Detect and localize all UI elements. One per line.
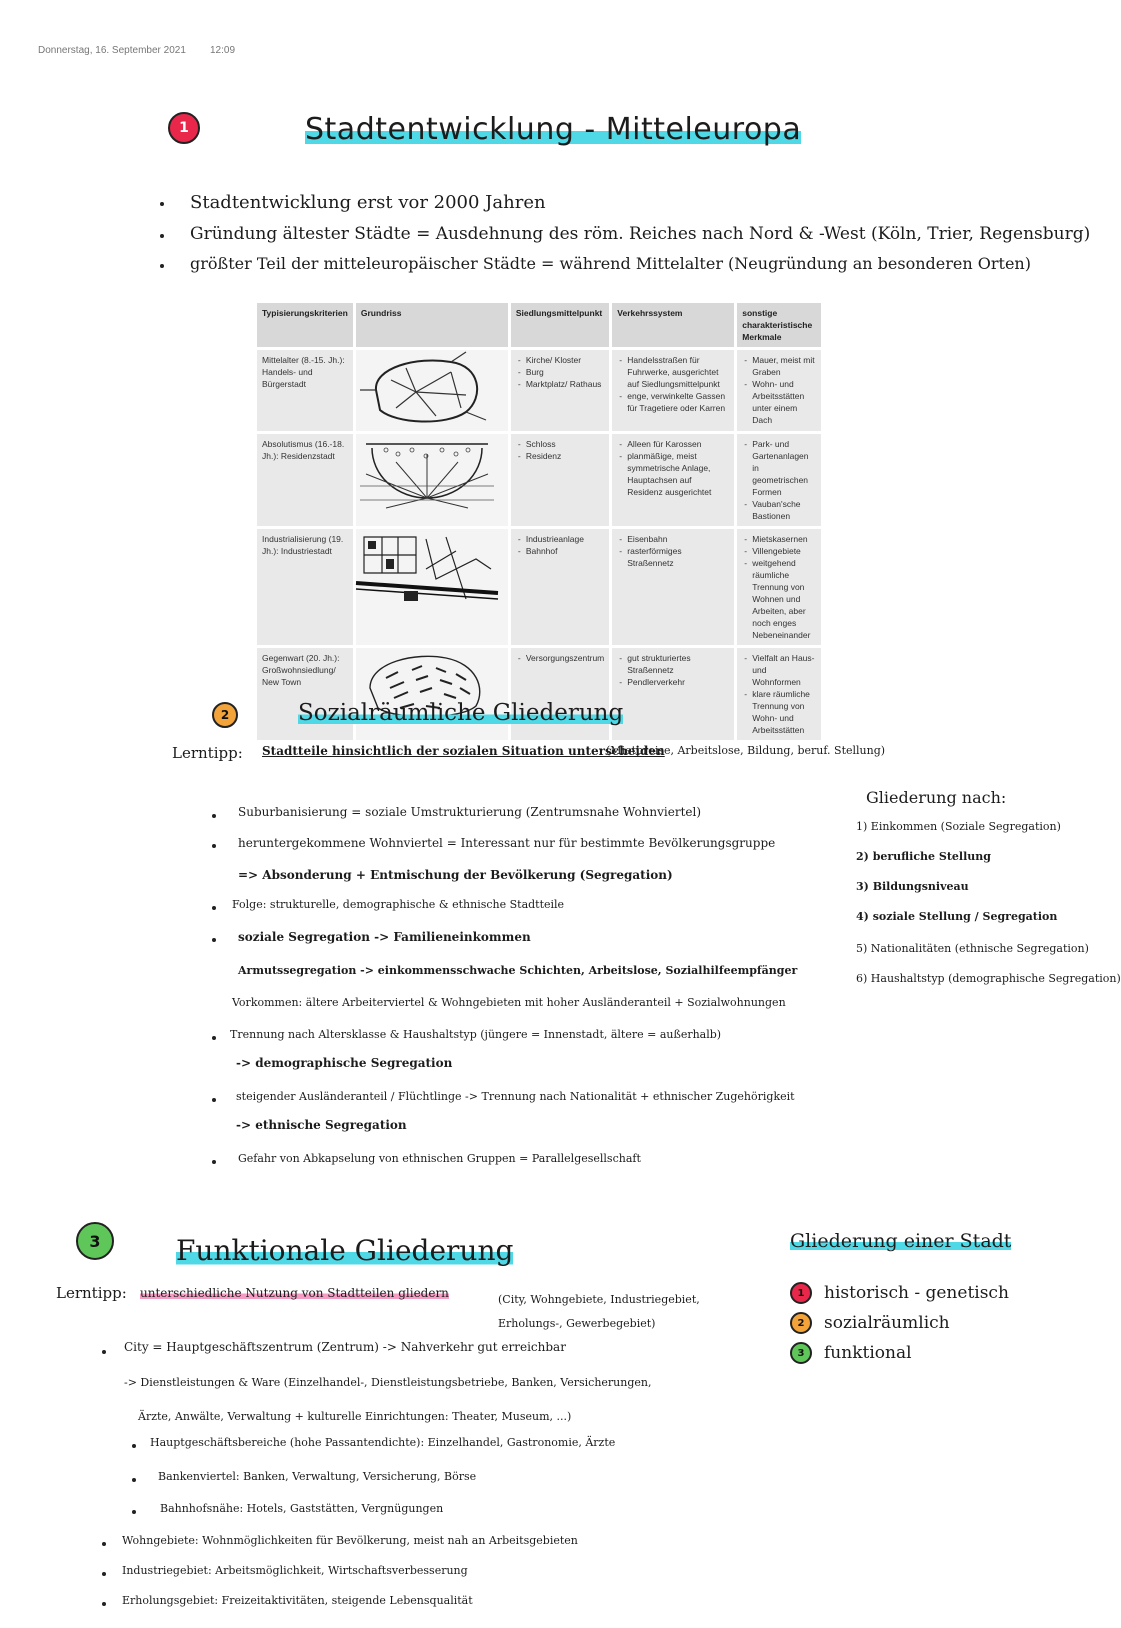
city-types-table [254,300,824,743]
table-header: Siedlungsmittelpunkt [511,303,609,347]
section2-line-5: soziale Segregation -> Familieneinkommen [238,930,531,944]
bullet-dot [160,202,164,206]
date-label: Donnerstag, 16. September 2021 [38,45,186,56]
section3-lerntipp-extra: (City, Wohngebiete, Industriegebiet, Erholungs-, Gewerbegebiet) [498,1293,700,1330]
section2-line-1: Suburbanisierung = soziale Umstrukturierung (Zentrumsnahe Wohnviertel) [238,805,702,819]
section2-line-7: Vorkommen: ältere Arbeiterviertel & Wohngebieten mit hoher Ausländeranteil + Sozialwohnungen [232,996,786,1009]
box-item-number: 2 [790,1312,812,1334]
section2-number-badge: 2 [212,702,238,728]
medieval-plan-icon [356,350,498,428]
bullet-dot [160,234,164,238]
section2-line-12: Gefahr von Abkapselung von ethnischen Gruppen = Parallelgesellschaft [238,1152,641,1165]
section3-box-list [790,1278,1009,1368]
table-cell-center: - Kirche/ Kloster - Burg - Marktplatz/ Rathaus [511,350,609,431]
section2-side-item-6: 6) Haushaltstyp (demographische Segregation) [856,972,1121,985]
box-item-number: 1 [790,1282,812,1304]
table-cell-other: - Mietskasernen - Villengebiete - weitgehend räumliche Trennung von Wohnen und Arbeiten, aber noch enges Nebeneinander [737,529,821,645]
table-cell-traffic: - gut strukturiertes Straßennetz - Pendlerverkehr [612,648,734,740]
table-row [257,529,821,645]
bullet-dot [212,906,216,910]
table-cell-center: - Schloss - Residenz [511,434,609,526]
time-label: 12:09 [210,45,236,56]
box-item-number: 3 [790,1342,812,1364]
bullet-dot [102,1542,106,1546]
bullet-dot [102,1602,106,1606]
section2-line-8: Trennung nach Altersklasse & Haushaltstyp (jüngere = Innenstadt, ältere = außerhalb) [230,1028,722,1041]
section1-bullet-1: Stadtentwicklung erst vor 2000 Jahren [190,192,546,213]
section1-bullet-2: Gründung ältester Städte = Ausdehnung des röm. Reiches nach Nord & -West (Köln, Trier, Regensburg) [190,224,1091,244]
table-cell-traffic: - Alleen für Karossen - planmäßige, meist symmetrische Anlage, Hauptachsen auf Residenz ausgerichtet [612,434,734,526]
bullet-dot [212,1160,216,1164]
bullet-dot [212,938,216,942]
section2-line-4: Folge: strukturelle, demographische & ethnische Stadtteile [232,898,565,911]
bullet-dot [212,1036,216,1040]
section2-line-6: Armutssegregation -> einkommensschwache Schichten, Arbeitslose, Sozialhilfeempfänger [238,964,798,977]
table-row [257,350,821,431]
box-item [790,1338,1009,1368]
section2-side-item-1: 1) Einkommen (Soziale Segregation) [856,820,1061,833]
section3-line-9: Erholungsgebiet: Freizeitaktivitäten, steigende Lebensqualität [122,1594,473,1607]
bullet-dot [212,844,216,848]
table-cell-type: Mittelalter (8.-15. Jh.): Handels- und Bürgerstadt [257,350,353,431]
section3-lerntipp-text: unterschiedliche Nutzung von Stadtteilen gliedern [140,1286,449,1300]
floor-plan-residence [356,434,508,526]
section2-side-item-2: 2) berufliche Stellung [856,850,991,863]
section2-line-10: steigender Ausländeranteil / Flüchtlinge -> Trennung nach Nationalität + ethnischer Zugehörigkeit [236,1090,795,1103]
section2-side-item-3: 3) Bildungsniveau [856,880,969,893]
box-item [790,1278,1009,1308]
table-cell-center: - Industrieanlage - Bahnhof [511,529,609,645]
section3-line-5: Bankenviertel: Banken, Verwaltung, Versicherung, Börse [158,1470,477,1483]
table-cell-traffic: - Eisenbahn - rasterförmiges Straßennetz [612,529,734,645]
bullet-dot [132,1478,136,1482]
section2-side-item-4: 4) soziale Stellung / Segregation [856,910,1058,923]
section3-line-6: Bahnhofsnähe: Hotels, Gaststätten, Vergnügungen [160,1502,444,1515]
table-header: Verkehrssystem [612,303,734,347]
table-cell-other: - Mauer, meist mit Graben - Wohn- und Arbeitsstätten unter einem Dach [737,350,821,431]
section2-line-2: heruntergekommene Wohnviertel = Interessant nur für bestimmte Bevölkerungsgruppe [238,836,776,850]
table-cell-traffic: - Handelsstraßen für Fuhrwerke, ausgerichtet auf Siedlungsmittelpunkt - enge, verwinkelte Gassen für Tragetiere oder Karren [612,350,734,431]
table-cell-type: Absolutismus (16.-18. Jh.): Residenzstadt [257,434,353,526]
section3-line-1: City = Hauptgeschäftszentrum (Zentrum) -> Nahverkehr gut erreichbar [124,1340,566,1354]
section2-line-9: -> demographische Segregation [236,1056,453,1070]
section3-line-4: Hauptgeschäftsbereiche (hohe Passantendichte): Einzelhandel, Gastronomie, Ärzte [150,1436,616,1449]
bullet-dot [212,814,216,818]
table-header: Grundriss [356,303,508,347]
section3-title: Funktionale Gliederung [176,1234,514,1267]
table-header: Typisierungskriterien [257,303,353,347]
industrial-plan-icon [356,529,498,607]
table-cell-other: - Park- und Gartenanlagen in geometrischen Formen - Vauban'sche Bastionen [737,434,821,526]
bullet-dot [132,1510,136,1514]
floor-plan-industrial [356,529,508,645]
section3-box-title: Gliederung einer Stadt [790,1230,1012,1252]
section1-number-badge: 1 [168,112,200,144]
table-row [257,434,821,526]
section2-lerntipp-text: Stadtteile hinsichtlich der sozialen Situation unterscheiden [262,744,665,758]
section2-line-11: -> ethnische Segregation [236,1118,407,1132]
section1-bullet-3: größter Teil der mitteleuropäischer Städte = während Mittelalter (Neugründung an besonderen Orten) [190,254,1031,273]
section2-side-title: Gliederung nach: [866,788,1007,807]
bullet-dot [102,1572,106,1576]
box-item [790,1308,1009,1338]
section3-number-badge: 3 [76,1222,114,1260]
section2-title: Sozialräumliche Gliederung [298,700,624,726]
section3-line-8: Industriegebiet: Arbeitsmöglichkeit, Wirtschaftsverbesserung [122,1564,468,1577]
bullet-dot [160,264,164,268]
section2-line-3: => Absonderung + Entmischung der Bevölkerung (Segregation) [238,868,673,882]
section3-line-3: Ärzte, Anwälte, Verwaltung + kulturelle Einrichtungen: Theater, Museum, ...) [138,1410,572,1423]
section3-line-7: Wohngebiete: Wohnmöglichkeiten für Bevölkerung, meist nah an Arbeitsgebieten [122,1534,578,1547]
box-item-label: historisch - genetisch [824,1283,1009,1303]
bullet-dot [212,1098,216,1102]
bullet-dot [102,1350,106,1354]
bullet-dot [132,1444,136,1448]
section2-side-item-5: 5) Nationalitäten (ethnische Segregation) [856,942,1089,955]
section2-lerntipp-extra: (Mietpreise, Arbeitslose, Bildung, beruf. Stellung) [606,744,886,757]
section1-title: Stadtentwicklung - Mitteleuropa [305,112,802,147]
table-cell-center: - Versorgungszentrum [511,648,609,740]
section2-lerntipp-label: Lerntipp: [172,744,243,762]
table-row [257,648,821,740]
table-cell-other: - Vielfalt an Haus- und Wohnformen - klare räumliche Trennung von Wohn- und Arbeitsstätten [737,648,821,740]
floor-plan-medieval [356,350,508,431]
table-cell-type: Gegenwart (20. Jh.): Großwohnsiedlung/ New Town [257,648,353,740]
table-header: sonstige charakteristische Merkmale [737,303,821,347]
box-item-label: funktional [824,1343,912,1363]
table-cell-type: Industrialisierung (19. Jh.): Industriestadt [257,529,353,645]
box-item-label: sozialräumlich [824,1313,950,1333]
section3-lerntipp-label: Lerntipp: [56,1284,127,1302]
section3-line-2: -> Dienstleistungen & Ware (Einzelhandel-, Dienstleistungsbetriebe, Banken, Versicherungen, [124,1376,652,1389]
floor-plan-modern [356,648,508,740]
residence-plan-icon [356,434,498,510]
